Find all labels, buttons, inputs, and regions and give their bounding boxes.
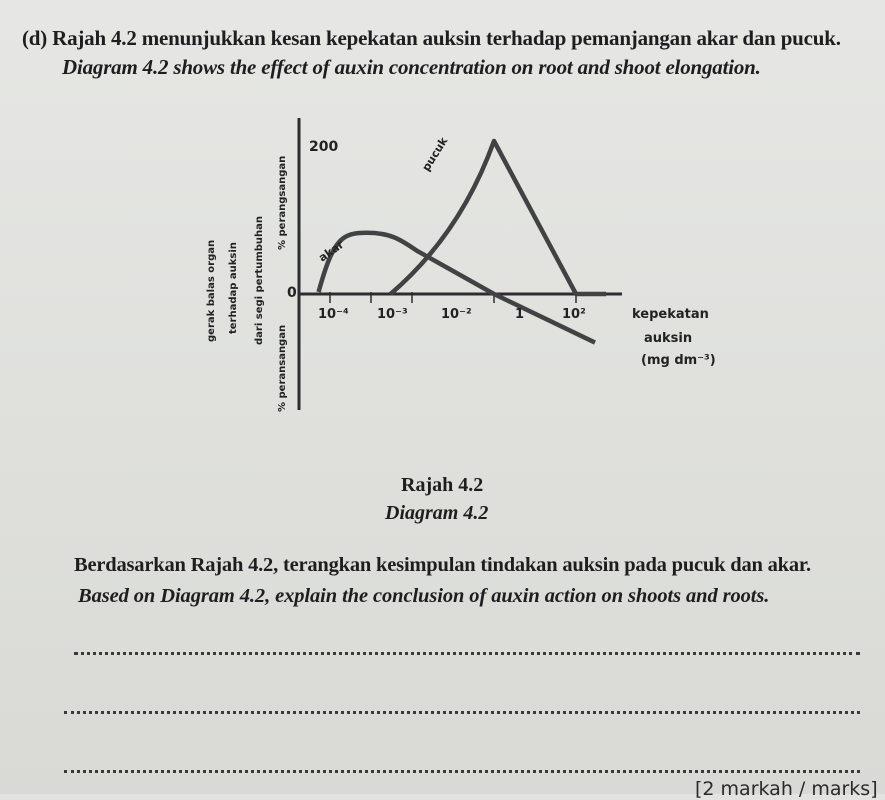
x-tick-label-2: 10⁻² [441, 307, 472, 322]
x-tick-label-0: 10⁻⁴ [318, 307, 349, 322]
x-tick-label-3: 1 [515, 307, 525, 322]
figure-caption-english: Diagram 4.2 [385, 502, 489, 524]
question-text-english: Diagram 4.2 shows the effect of auxin concentration on root and shoot elongation. [62, 55, 761, 79]
y-tick-label-200: 200 [309, 139, 339, 155]
question-text-malay: (d) Rajah 4.2 menunjukkan kesan kepekatan auksin terhadap pemanjangan akar dan pucuk. [22, 26, 841, 50]
y-tick-label-0: 0 [287, 285, 297, 301]
x-axis-label-line-3: (mg dm⁻³) [641, 353, 716, 368]
x-tick-label-1: 10⁻³ [377, 307, 408, 322]
y-side-label-line-1: gerak balas organ [206, 239, 217, 342]
marks-allocation: [2 markah / marks] [695, 778, 878, 800]
figure-caption-malay: Rajah 4.2 [401, 474, 484, 496]
x-axis-label-line-1: kepekatan [632, 307, 709, 322]
prompt-text-malay: Berdasarkan Rajah 4.2, terangkan kesimpulan tindakan auksin pada pucuk dan akar. [74, 554, 811, 576]
y-axis-label-primary: % peransangan [277, 324, 288, 412]
series-label-shoot: pucuk [419, 135, 451, 174]
answer-line-2[interactable] [64, 711, 860, 714]
y-side-label-line-2: terhadap auksin [228, 242, 239, 334]
prompt-text-english: Based on Diagram 4.2, explain the conclusion of auxin action on shoots and roots. [78, 585, 770, 607]
y-side-label-line-3: dari segi pertumbuhan [254, 215, 265, 345]
answer-line-1[interactable] [74, 652, 860, 655]
answer-line-3[interactable] [64, 770, 860, 773]
x-axis-label-line-2: auksin [644, 331, 693, 346]
x-tick-label-4: 10² [562, 307, 586, 322]
series-label-root: akar [316, 237, 347, 265]
y-axis-label-secondary: % perangsangan [277, 155, 288, 250]
